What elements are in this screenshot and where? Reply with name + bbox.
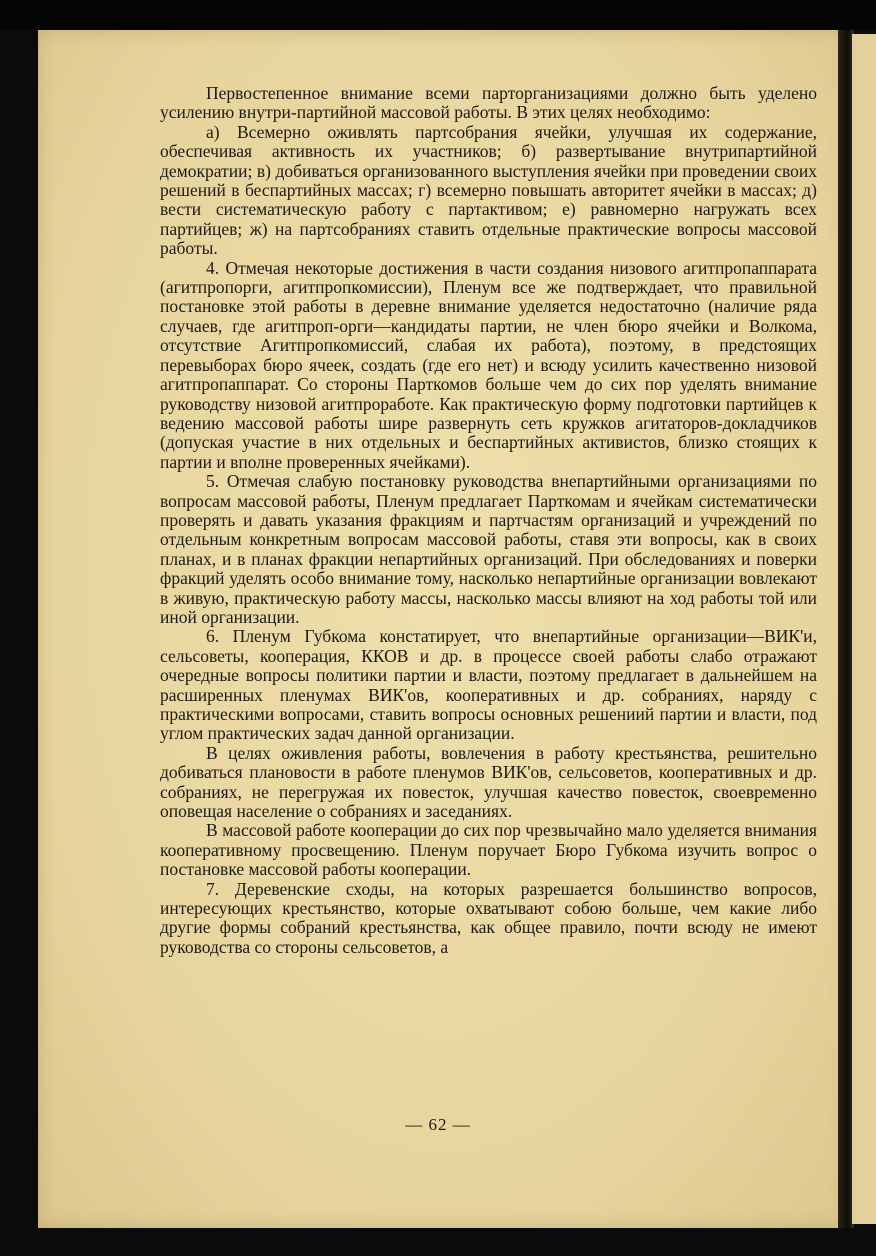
- paragraph-4: 4. Отмечая некоторые достижения в части создания низового агитпропаппарата (агитпропорги, агитпропкомиссии), Пленум все же подтверждает, что правильной постановке этой работы в деревне внимание уделяется недостаточно (наличие ряда случаев, где агитпроп-орги—кандидаты партии, не член бюро ячейки и Волкома, отсутствие Агитпропкомиссий, слабая их работа), поэтому, в предстоящих перевыборах бюро ячеек, создать (где его нет) и всюду усилить качественно низовой агитпропаппарат. Со стороны Парткомов больше чем до сих пор уделять внимание руководству низовой агитпроработе. Как практическую форму подготовки партийцев к ведению массовой работы шире развернуть сеть кружков агитаторов-докладчиков (допуская участие в них отдельных и беспартийных активистов, близко стоящих к партии и вполне проверенных ячейками).: [160, 257, 817, 472]
- paragraph-5: 5. Отмечая слабую постановку руководства внепартийными организациями по вопросам массовой работы, Пленум предлагает Парткомам и ячейкам систематически проверять и давать указания фракциям и партчастям организаций и учреждений по отдельным конкретным вопросам массовой работы, ставя эти вопросы, как в своих планах, и в планах фракции непартийных организаций. При обследованиях и поверки фракций уделять особо внимание тому, насколько непартийные организации вовлекают в живую, практическую работу массы, насколько массы влияют на ход работы той или иной организации.: [160, 471, 817, 627]
- next-page-edge: [852, 34, 876, 1224]
- page-number: — 62 —: [405, 1115, 471, 1134]
- paragraph-7: 7. Деревенские сходы, на которых разрешается большинство вопросов, интересующих крестьянство, которые охватывают собою больше, чем какие либо другие формы собраний крестьянства, как общее правило, почти всюду не имеют руководства со стороны сельсоветов, а: [160, 878, 817, 957]
- paragraph-intro: Первостепенное внимание всеми парторганизациями должно быть уделено усилению внутри-партийной массовой работы. В этих целях необходимо:: [160, 83, 817, 123]
- paragraph-6: 6. Пленум Губкома констатирует, что внепартийные организации—ВИК'и, сельсоветы, кооперация, ККОВ и др. в процессе своей работы слабо отражают очередные вопросы политики партии и власти, поэтому предлагает в дальнейшем на расширенных пленумах ВИК'ов, кооперативных и др. собраниях, наряду с практическими вопросами, ставить вопросы основных решениий партии и власти, под углом практических задач данной организации.: [160, 626, 817, 744]
- paragraph-6-continued: В целях оживления работы, вовлечения в работу крестьянства, решительно добиваться плановости в работе пленумов ВИК'ов, сельсоветов, кооперативных и др. собраниях, не перегружая их повесток, улучшая качество повесток, своевременно оповещая население о собраниях и заседаниях.: [160, 742, 817, 822]
- body-text: [160, 84, 817, 957]
- paragraph-cooperation: В массовой работе кооперации до сих пор чрезвычайно мало уделяется внимания кооперативному просвещению. Пленум поручает Бюро Губкома изучить вопрос о постановке массовой работы кооперации.: [160, 820, 817, 880]
- scan-background-top: [0, 0, 876, 30]
- paragraph-list-a-zh: а) Всемерно оживлять партсобрания ячейки, улучшая их содержание, обеспечивая активность их участников; б) развертывание внутрипартийной демократии; в) добиваться организованного выступления ячейки при проведении своих решений в беспартийных массах; г) всемерно повышать авторитет ячейки в массах; д) вести систематическую работу с партактивом; е) равномерно нагружать всех партийцев; ж) на партсобраниях ставить отдельные практические вопросы массовой работы.: [160, 121, 817, 259]
